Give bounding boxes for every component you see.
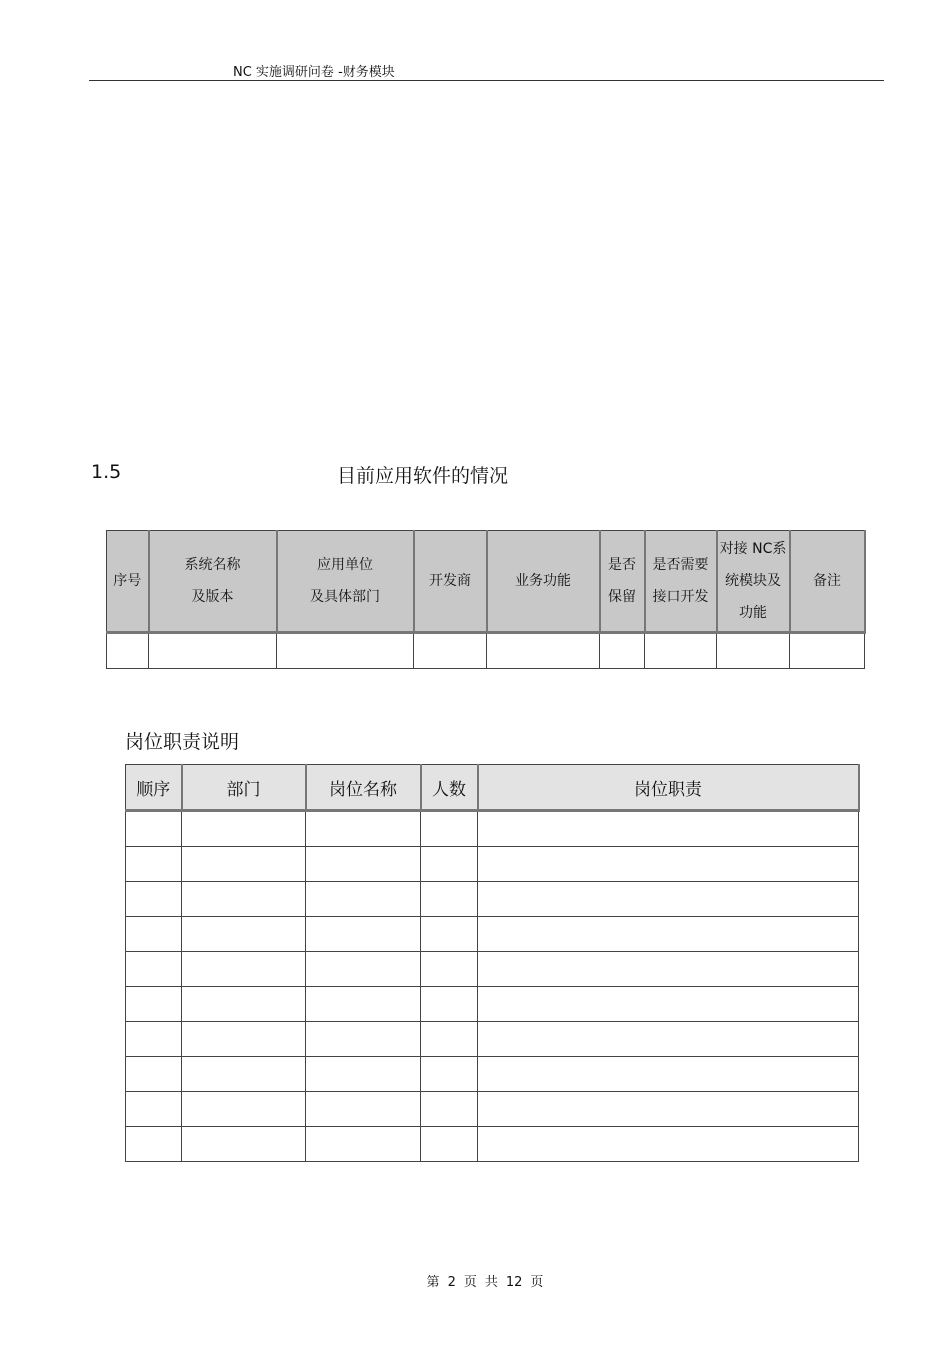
table-cell[interactable] [487,633,600,669]
table-cell[interactable] [421,1092,478,1127]
column-header-line: 序号 [113,573,142,589]
table-cell[interactable] [306,1057,421,1092]
duty-table-header-row [126,765,859,811]
column-header-line: 系统名称 [184,557,241,573]
table-row [126,987,859,1022]
column-header [149,531,277,633]
table-cell[interactable] [126,1127,182,1162]
table-cell[interactable] [790,633,865,669]
table-cell[interactable] [306,1127,421,1162]
table-cell[interactable] [478,847,859,882]
column-header-line: 及版本 [191,589,234,605]
table-cell[interactable] [478,1127,859,1162]
table-cell[interactable] [421,882,478,917]
column-header-line: 对接 NC系 [719,541,787,557]
table-row [126,882,859,917]
column-header [645,531,717,633]
table-cell[interactable] [478,882,859,917]
table-cell[interactable] [645,633,717,669]
column-header-line: 接口开发 [652,589,709,605]
column-header [600,531,645,633]
table-row [126,811,859,847]
table-cell[interactable] [182,987,306,1022]
column-header: 顺序 [126,765,182,811]
table-cell[interactable] [306,952,421,987]
column-header-line: 业务功能 [515,573,571,589]
column-header-line: 及具体部门 [310,589,380,605]
footer-page-label: 页 [463,1275,477,1290]
table-cell[interactable] [126,811,182,847]
footer-page-number: 2 [447,1275,456,1290]
column-header: 岗位名称 [306,765,421,811]
table-cell[interactable] [306,917,421,952]
column-header [107,531,149,633]
duty-section-title: 岗位职责说明 [125,731,240,753]
table-cell[interactable] [478,811,859,847]
table-cell[interactable] [421,1127,478,1162]
table-cell[interactable] [421,917,478,952]
table-row [126,952,859,987]
software-table-row [107,633,865,669]
table-cell[interactable] [126,847,182,882]
table-cell[interactable] [421,847,478,882]
table-cell[interactable] [126,1022,182,1057]
table-cell[interactable] [306,1092,421,1127]
document-header: NC 实施调研问卷 -财务模块 [233,65,395,80]
table-cell[interactable] [421,811,478,847]
table-cell[interactable] [421,952,478,987]
table-cell[interactable] [182,917,306,952]
column-header-line: 是否 [608,557,636,573]
table-row [126,1057,859,1092]
column-header-line: 是否需要 [652,557,709,573]
table-cell[interactable] [126,917,182,952]
table-cell[interactable] [306,1022,421,1057]
table-cell[interactable] [421,987,478,1022]
table-row [126,1092,859,1127]
table-cell[interactable] [182,952,306,987]
column-header-line: 功能 [739,605,767,621]
table-cell[interactable] [478,952,859,987]
table-cell[interactable] [306,882,421,917]
header-rule [89,80,884,81]
table-cell[interactable] [478,1057,859,1092]
column-header [487,531,600,633]
table-cell[interactable] [421,1057,478,1092]
table-cell[interactable] [717,633,790,669]
table-cell[interactable] [478,1092,859,1127]
table-cell[interactable] [126,952,182,987]
table-cell[interactable] [182,1127,306,1162]
table-cell[interactable] [478,1022,859,1057]
column-header-line: 应用单位 [317,557,373,573]
section-number: 1.5 [91,461,122,483]
footer-total-pages: 12 [505,1275,523,1290]
column-header: 人数 [421,765,478,811]
column-header [277,531,414,633]
column-header [414,531,487,633]
table-cell[interactable] [126,1057,182,1092]
column-header: 部门 [182,765,306,811]
section-title: 目前应用软件的情况 [337,465,509,487]
table-cell[interactable] [149,633,277,669]
table-cell[interactable] [600,633,645,669]
table-cell[interactable] [277,633,414,669]
column-header-line: 统模块及 [725,573,781,589]
column-header-line: 备注 [813,573,841,589]
table-cell[interactable] [414,633,487,669]
table-cell[interactable] [126,987,182,1022]
table-cell[interactable] [182,847,306,882]
table-row [126,847,859,882]
table-cell[interactable] [182,1022,306,1057]
table-cell[interactable] [182,811,306,847]
column-header [717,531,790,633]
table-cell[interactable] [306,811,421,847]
table-cell[interactable] [126,1092,182,1127]
table-cell[interactable] [306,847,421,882]
software-table [106,530,866,669]
table-row [126,917,859,952]
page-footer [0,1271,950,1290]
column-header-line: 开发商 [429,573,471,589]
table-cell[interactable] [421,1022,478,1057]
footer-suffix: 页 [530,1275,544,1290]
table-cell[interactable] [182,1057,306,1092]
table-row [126,1127,859,1162]
table-cell[interactable] [478,917,859,952]
column-header: 岗位职责 [478,765,859,811]
column-header-line: 保留 [608,589,636,605]
table-cell[interactable] [107,633,149,669]
table-cell[interactable] [306,987,421,1022]
footer-total-label: 共 [484,1275,498,1290]
footer-prefix: 第 [426,1275,440,1290]
software-table-header-row [107,531,865,633]
table-row [126,1022,859,1057]
table-cell[interactable] [182,882,306,917]
table-cell[interactable] [126,882,182,917]
table-cell[interactable] [478,987,859,1022]
table-cell[interactable] [182,1092,306,1127]
column-header [790,531,865,633]
duty-table [125,764,860,1162]
